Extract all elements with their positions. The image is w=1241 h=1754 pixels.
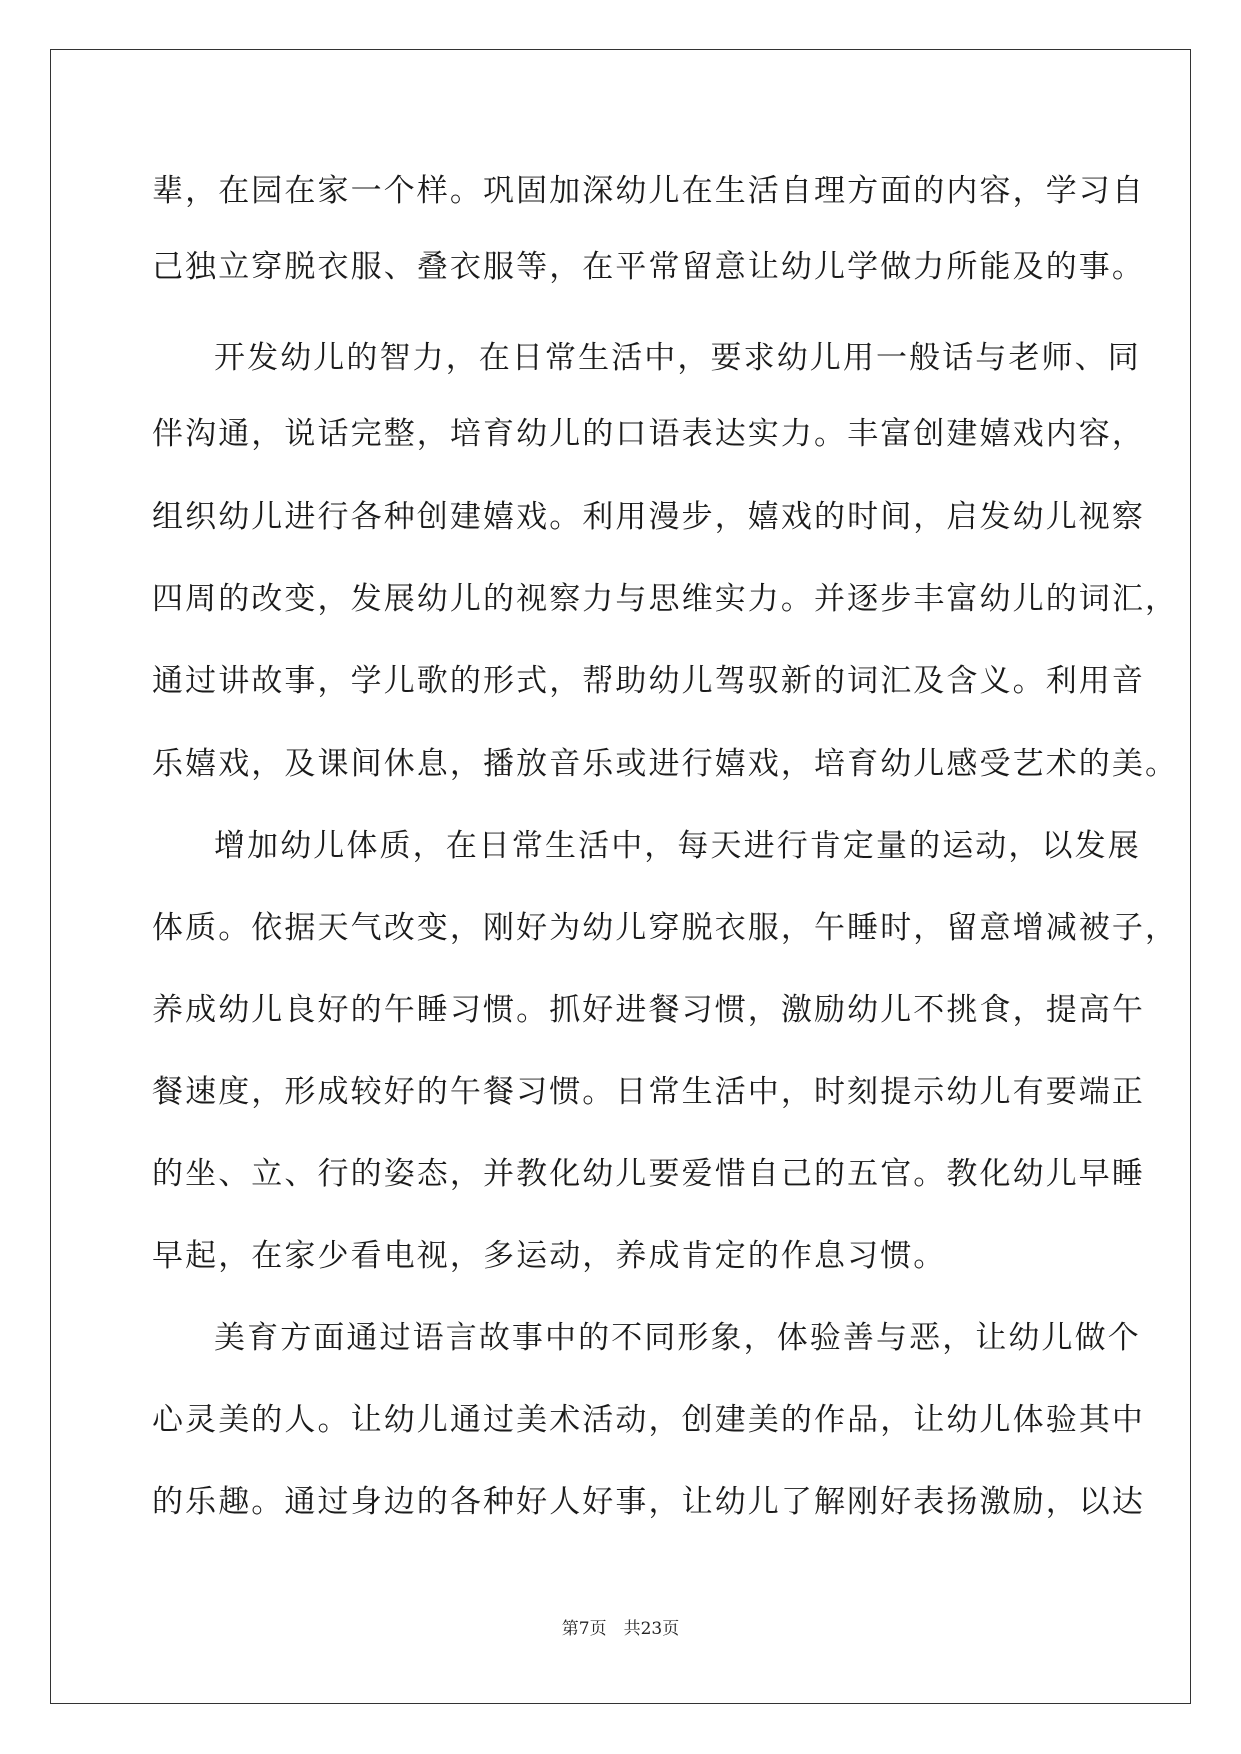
text-line: 乐嬉戏，及课间休息，播放音乐或进行嬉戏，培育幼儿感受艺术的美。 (152, 746, 1179, 782)
paragraph-start-line: 美育方面通过语言故事中的不同形象，体验善与恶，让幼儿做个 (214, 1320, 1141, 1356)
paragraph-start-line: 开发幼儿的智力，在日常生活中，要求幼儿用一般话与老师、同 (214, 340, 1141, 376)
text-line: 己独立穿脱衣服、叠衣服等，在平常留意让幼儿学做力所能及的事。 (152, 249, 1145, 285)
paragraph-start-line: 增加幼儿体质，在日常生活中，每天进行肯定量的运动，以发展 (214, 828, 1141, 864)
text-line: 的坐、立、行的姿态，并教化幼儿要爱惜自己的五官。教化幼儿早睡 (152, 1156, 1145, 1192)
text-line: 体质。依据天气改变，刚好为幼儿穿脱衣服，午睡时，留意增减被子， (152, 910, 1179, 946)
page-border (50, 49, 1191, 1704)
text-line: 通过讲故事，学儿歌的形式，帮助幼儿驾驭新的词汇及含义。利用音 (152, 663, 1145, 699)
text-line: 餐速度，形成较好的午餐习惯。日常生活中，时刻提示幼儿有要端正 (152, 1074, 1145, 1110)
text-line: 养成幼儿良好的午睡习惯。抓好进餐习惯，激励幼儿不挑食，提高午 (152, 992, 1145, 1028)
text-line: 辈，在园在家一个样。巩固加深幼儿在生活自理方面的内容，学习自 (152, 173, 1145, 209)
text-line: 早起，在家少看电视，多运动，养成肯定的作息习惯。 (152, 1238, 947, 1274)
page-number-footer: 第7页 共23页 (561, 1619, 680, 1639)
text-line: 伴沟通，说话完整，培育幼儿的口语表达实力。丰富创建嬉戏内容， (152, 416, 1145, 452)
text-line: 的乐趣。通过身边的各种好人好事，让幼儿了解刚好表扬激励，以达 (152, 1484, 1145, 1520)
text-line: 心灵美的人。让幼儿通过美术活动，创建美的作品，让幼儿体验其中 (152, 1402, 1145, 1438)
text-line: 组织幼儿进行各种创建嬉戏。利用漫步，嬉戏的时间，启发幼儿视察 (152, 499, 1145, 535)
text-line: 四周的改变，发展幼儿的视察力与思维实力。并逐步丰富幼儿的词汇， (152, 581, 1179, 617)
